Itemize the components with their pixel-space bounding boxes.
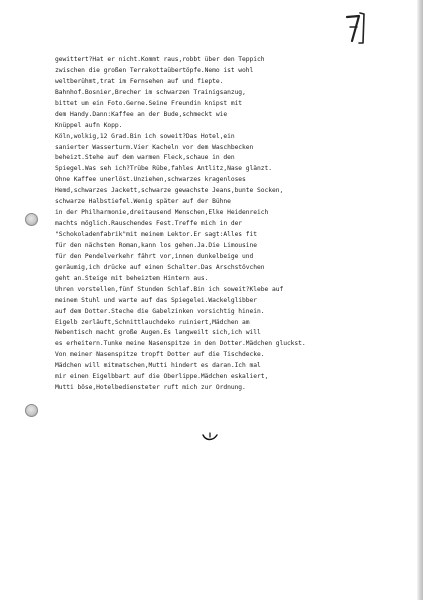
text-line-1: gewittert?Hat er nicht.Kommt raus,robbt über den Teppich	[55, 56, 265, 63]
text-line-9: sanierter Wasserturm.Vier Kacheln vor dem Waschbecken	[55, 143, 254, 151]
handwritten-correction-mark	[201, 432, 219, 442]
text-line-4: Bahnhof.Bosnier,Brecher im schwarzen Trainigsanzug,	[55, 88, 246, 96]
text-line-20: geräumig,ich drücke auf einen Schalter.Das Arschstövchen	[55, 263, 265, 271]
text-line-18: für den nächsten Roman,kann los gehen.Ja.Die Limousine	[55, 241, 258, 249]
text-line-3: weltberühmt,trat im Fernsehen auf und fiepte.	[55, 77, 224, 85]
text-line-16: machts möglich.Rauschendes Fest.Treffe mich in der	[55, 220, 243, 228]
text-line-29: Mädchen will mitmatschen,Mutti hindert es daran.Ich mal	[55, 362, 261, 370]
text-line-13: Hemd,schwarzes Jackett,schwarze gewachste Jeans,bunte Socken,	[55, 187, 284, 195]
text-line-15: in der Philharmonie,dreitausend Menschen,Elke Heidenreich	[55, 209, 269, 217]
text-line-23: meinem Stuhl und warte auf das Spiegelei.Wackelglibber	[55, 296, 258, 304]
page-number-drawing	[344, 10, 366, 46]
text-line-24: auf dem Dotter.Steche die Gabelzinken vorsichtig hinein.	[55, 307, 265, 315]
text-line-12: Ohne Kaffee unerlöst.Unziehen,schwarzes kragenloses	[55, 176, 246, 184]
correction-stroke-drawing	[201, 432, 219, 442]
text-line-28: Von meiner Nasenspitze tropft Dotter auf die Tischdecke.	[55, 351, 265, 359]
text-line-31: Mutti böse,Hotelbediensteter ruft mich zur Ordnung.	[55, 384, 246, 392]
text-line-6: dem Handy.Dann:Kaffee an der Bude,schmeckt wie	[55, 110, 228, 118]
text-line-22: Uhren vorstellen,fünf Stunden Schlaf.Bin ich soweit?Klebe auf	[55, 285, 284, 293]
text-line-5: bittet um ein Foto.Gerne.Seine Freundin knipst mit	[55, 99, 243, 107]
typewritten-text	[55, 55, 305, 394]
text-line-7: Knüppel aufn Kopp.	[55, 121, 123, 129]
punch-hole-bottom	[25, 404, 38, 417]
text-line-21: geht an.Steige mit beheiztem Hintern aus.	[55, 274, 209, 282]
text-line-11: Spiegel.Was seh ich?Trübe Rübe,fahles Antlitz,Nase glänzt.	[55, 165, 272, 173]
text-line-10: beheizt.Stehe auf dem warmen Fleck,schaue in den	[55, 154, 235, 162]
text-line-25: Eigelb zerläuft,Schnittlauchdeko ruiniert,Mädchen am	[55, 318, 250, 326]
text-line-26: Nebentisch macht große Augen.Es langweilt sich,ich will	[55, 329, 261, 337]
text-line-19: für den Pendelverkehr fährt vor,innen dunkelbeige und	[55, 252, 254, 260]
text-line-2: zwischen die großen Terrakottaübertöpfe.Nemo ist wohl	[55, 66, 254, 74]
text-line-17: "Schokoladenfabrik"mit meinem Lektor.Er sagt:Alles fit	[55, 231, 258, 238]
handwritten-page-number	[344, 10, 366, 46]
punch-hole-top	[25, 213, 38, 226]
text-line-30: mir einen Eigelbbart auf die Oberlippe.Mädchen eskaliert,	[55, 373, 269, 381]
text-line-14: schwarze Halbstiefel.Wenig später auf der Bühne	[55, 198, 231, 206]
page-edge-shadow	[417, 0, 423, 600]
text-line-8: Köln,wolkig,12 Grad.Bin ich soweit?Das Hotel,ein	[55, 132, 235, 140]
text-line-27: es erheitern.Tunke meine Nasenspitze in den Dotter.Mädchen gluckst.	[55, 340, 306, 348]
